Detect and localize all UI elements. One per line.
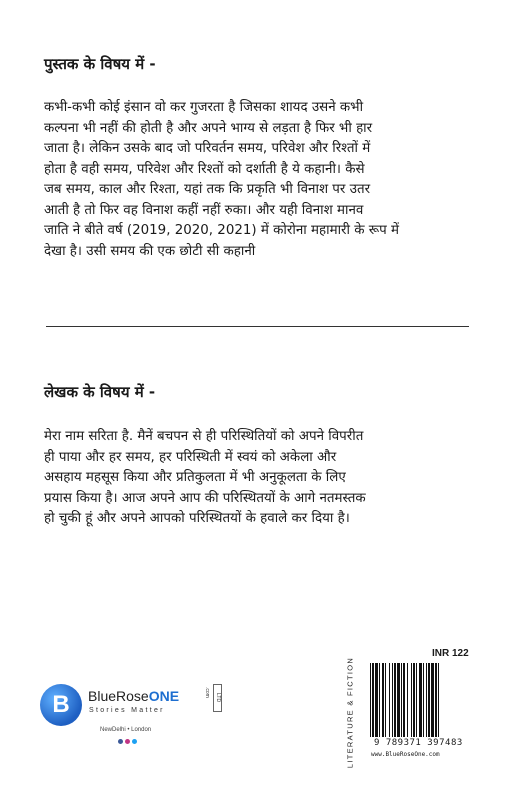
about-book-line: जाति ने बीते वर्ष (2019, 2020, 2021) में कोरोना महामारी के रूप में [44, 223, 400, 238]
publisher-logo [40, 682, 245, 764]
about-book-line: जब समय, काल और रिश्ता, यहां तक कि प्रकृति भी विनाश पर उतर [44, 182, 371, 197]
about-author-line: प्रयास किया है। आज अपने आप की परिस्थितयों के आगे नतमस्तक [44, 490, 366, 506]
about-author-line: असहाय महसूस किया और प्रतिकुलता में भी अनुकूलता के लिए [44, 470, 346, 485]
publisher-ltd-badge: LTD [213, 684, 222, 712]
price-label: INR 122 [432, 648, 469, 659]
barcode-bar [385, 663, 386, 737]
about-book-heading: पुस्तक के विषय में - [44, 55, 156, 73]
barcode-bar [435, 663, 437, 737]
barcode-bar [413, 663, 415, 737]
about-author-heading: लेखक के विषय में - [44, 383, 156, 401]
about-author-line: हो चुकी हूं और अपने आपको परिस्थितयों के हवाले कर दिया है। [44, 511, 350, 526]
publisher-name-accent: ONE [148, 688, 180, 704]
about-book-line: जाता है। लेकिन उसके बाद जो परिवर्तन समय, परिवेश और रिश्तों में [44, 141, 371, 156]
about-book-line: कल्पना भी नहीं की होती है और अपने भाग्य से लड़ता है फिर भी हार [44, 120, 373, 136]
instagram-icon [125, 739, 130, 744]
about-book-line: आती है तो फिर वह विनाश कहीं नहीं रुका। और यही विनाश मानव [44, 202, 364, 218]
barcode-bar [392, 663, 393, 737]
barcode-bar [370, 663, 371, 737]
genre-label: LITERATURE & FICTION [345, 656, 355, 769]
about-author-paragraph [44, 427, 474, 530]
barcode-bar [423, 663, 424, 737]
barcode-bar [426, 663, 427, 737]
about-book-line: देखा है। उसी समय की एक छोटी सी कहानी [44, 243, 256, 259]
genre-label-container [343, 655, 357, 775]
barcode [368, 663, 458, 737]
barcode-bar [419, 663, 422, 737]
barcode-bar [407, 663, 408, 737]
barcode-bar [397, 663, 400, 737]
about-book-line: कभी-कभी कोई इंसान वो कर गुजरता है जिसका शायद उसने कभी [44, 100, 364, 115]
section-divider [46, 326, 469, 327]
social-icons [118, 739, 137, 744]
about-author-line: मेरा नाम सरिता है. मैनें बचपन से ही परिस्थितियों को अपने विपरीत [44, 429, 364, 444]
isbn-number: 9 789371 397483 [374, 738, 463, 748]
publisher-name-main: BlueRose [88, 688, 149, 704]
publisher-name [88, 688, 179, 704]
facebook-icon [118, 739, 123, 744]
barcode-bar [431, 663, 434, 737]
barcode-bar [403, 663, 405, 737]
barcode-bar [382, 663, 384, 737]
about-author-line: ही पाया और हर समय, हर परिस्थिती में स्वयं को अकेला और [44, 449, 337, 465]
publisher-domain: .com [204, 687, 210, 698]
barcode-bar [438, 663, 439, 737]
barcode-bar [411, 663, 412, 737]
barcode-bar [375, 663, 378, 737]
barcode-bar [379, 663, 380, 737]
barcode-bar [372, 663, 374, 737]
about-book-paragraph [44, 98, 474, 262]
twitter-icon [132, 739, 137, 744]
about-book-line: होता है वही समय, परिवेश और रिश्तों को दर्शाती है ये कहानी। कैसे [44, 161, 365, 177]
barcode-url: www.BlueRoseOne.com [371, 751, 440, 758]
barcode-bar [401, 663, 402, 737]
barcode-bar [394, 663, 396, 737]
barcode-bar [389, 663, 390, 737]
publisher-cities: NewDelhi • London [100, 727, 152, 733]
barcode-bar [416, 663, 417, 737]
barcode-bar [428, 663, 430, 737]
publisher-tagline: Stories Matter [89, 707, 165, 714]
logo-letter: B [52, 691, 70, 718]
